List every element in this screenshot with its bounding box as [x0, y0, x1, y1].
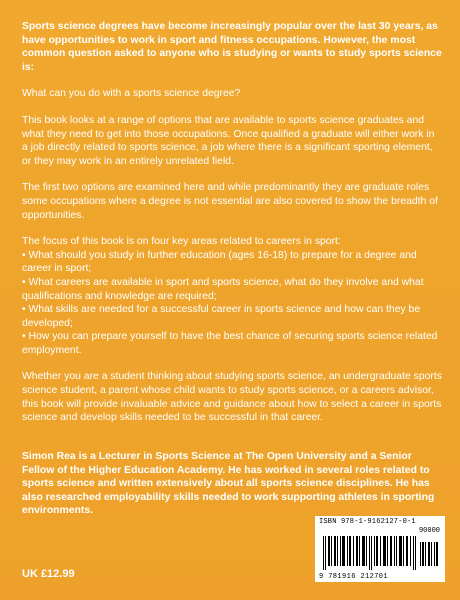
- isbn-barcode: [315, 516, 445, 582]
- blurb-text: [22, 20, 442, 438]
- focus-section: [22, 235, 442, 357]
- options-paragraph: This book looks at a range of options that are available to sports science graduates and what they need to get into those occupations. Once qualified a graduate will either work in a job directly related to sports science, a job where there is a significant sporting element, or they may work in an entirely unrelated field.: [22, 114, 435, 167]
- focus-intro: The focus of this book is on four key areas related to careers in sport:: [22, 236, 341, 248]
- audience-paragraph: Whether you are a student thinking about studying sports science, an undergraduate sports science student, a parent whose child wants to study sports science, or a careers advisor, this book will provide invaluable advice and guidance about how to select a career in sports science and develop skills needed to be successful in that career.: [22, 371, 442, 424]
- focus-list: [22, 249, 442, 358]
- focus-item: • How you can prepare yourself to have the best chance of securing sports science related employment.: [22, 331, 438, 356]
- isbn-label: ISBN 978-1-9162127-0-1: [319, 518, 416, 526]
- price-code: 90000: [418, 527, 440, 535]
- intro-paragraph: Sports science degrees have become increasingly popular over the last 30 years, as have opportunities to work in sport and fitness occupations. However, the most common question asked to anyone who is studying or wants to study sports science is:: [22, 21, 442, 73]
- price-label: UK £12.99: [22, 568, 75, 580]
- barcode-bars-icon: [321, 526, 441, 572]
- author-bio: Simon Rea is a Lecturer in Sports Science at The Open University and a Senior Fellow of the Higher Education Academy. He has worked in several roles related to sports science and written extensively about all sports science disciplines. He has also researched employability skills needed to work supporting athletes in sporting environments.: [22, 451, 435, 517]
- focus-item: • What careers are available in sport and sports science, what do they involve and what qualifications and knowledge are required;: [22, 276, 424, 302]
- focus-item: • What should you study in further education (ages 16-18) to prepare for a degree and career in sport;: [22, 249, 417, 275]
- question-paragraph: What can you do with a sports science degree?: [22, 88, 241, 100]
- barcode-digits: 9 781916 212701: [319, 573, 389, 581]
- focus-item: • What skills are needed for a successful career in sports science and how can they be developed;: [22, 304, 421, 329]
- coverage-paragraph: The first two options are examined here and while predominantly they are graduate roles some occupations where a degree is not essential are also covered to show the breadth of opportunities.: [22, 182, 438, 221]
